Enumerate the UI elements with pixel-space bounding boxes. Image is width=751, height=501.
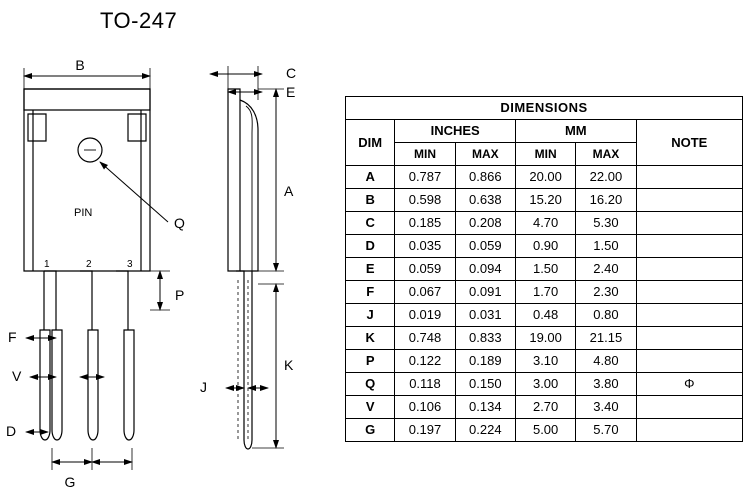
dimension-label-P: P (175, 287, 185, 303)
col-header-inches-min: MIN (395, 143, 455, 166)
cell-mm-min: 1.50 (515, 258, 575, 281)
dimension-label-J: J (200, 379, 207, 395)
cell-note (636, 419, 742, 442)
cell-note (636, 327, 742, 350)
dimension-label-D: D (6, 423, 17, 439)
cell-mm-min: 0.90 (515, 235, 575, 258)
cell-mm-max: 22.00 (576, 166, 636, 189)
cell-note (636, 304, 742, 327)
col-header-mm-max: MAX (576, 143, 636, 166)
col-group-inches: INCHES (395, 120, 516, 143)
table-row (346, 235, 743, 258)
pin-number-1: 1 (44, 259, 50, 270)
dimension-label-E: E (286, 84, 296, 100)
dimension-A (258, 89, 284, 271)
table-row (346, 212, 743, 235)
cell-in-max: 0.866 (455, 166, 515, 189)
cell-in-min: 0.106 (395, 396, 455, 419)
cell-mm-max: 0.80 (576, 304, 636, 327)
cell-dim: C (346, 212, 395, 235)
cell-dim: Q (346, 373, 395, 396)
cell-in-min: 0.118 (395, 373, 455, 396)
cell-in-max: 0.134 (455, 396, 515, 419)
table-row (346, 327, 743, 350)
cell-dim: D (346, 235, 395, 258)
col-header-inches-max: MAX (455, 143, 515, 166)
dimensions-table-container (345, 96, 743, 442)
cell-in-min: 0.185 (395, 212, 455, 235)
cell-in-max: 0.224 (455, 419, 515, 442)
table-row (346, 373, 743, 396)
cell-mm-max: 5.70 (576, 419, 636, 442)
cell-mm-min: 1.70 (515, 281, 575, 304)
cell-dim: E (346, 258, 395, 281)
cell-mm-min: 2.70 (515, 396, 575, 419)
cell-in-min: 0.019 (395, 304, 455, 327)
cell-in-max: 0.189 (455, 350, 515, 373)
cell-dim: J (346, 304, 395, 327)
cell-mm-min: 0.48 (515, 304, 575, 327)
cell-in-min: 0.598 (395, 189, 455, 212)
dimension-label-B: B (75, 57, 85, 73)
cell-note (636, 281, 742, 304)
front-view-leads (40, 271, 134, 440)
cell-note (636, 396, 742, 419)
cell-in-max: 0.091 (455, 281, 515, 304)
table-row (346, 419, 743, 442)
cell-in-max: 0.150 (455, 373, 515, 396)
label-pin: PIN (74, 207, 93, 219)
cell-mm-max: 1.50 (576, 235, 636, 258)
cell-in-min: 0.122 (395, 350, 455, 373)
dimension-C (210, 66, 262, 100)
cell-in-max: 0.094 (455, 258, 515, 281)
cell-mm-max: 21.15 (576, 327, 636, 350)
cell-dim: K (346, 327, 395, 350)
dimension-P (150, 271, 170, 310)
page-title: TO-247 (100, 8, 178, 33)
dimensions-table-body (346, 166, 743, 442)
cell-mm-max: 3.80 (576, 373, 636, 396)
cell-note (636, 235, 742, 258)
side-view-body (228, 89, 258, 449)
table-title: DIMENSIONS (346, 97, 743, 120)
cell-in-max: 0.059 (455, 235, 515, 258)
table-row (346, 189, 743, 212)
cell-in-max: 0.833 (455, 327, 515, 350)
cell-note (636, 258, 742, 281)
cell-in-max: 0.638 (455, 189, 515, 212)
cell-mm-max: 4.80 (576, 350, 636, 373)
cell-mm-min: 3.00 (515, 373, 575, 396)
pin-number-2: 2 (86, 259, 92, 270)
cell-mm-max: 3.40 (576, 396, 636, 419)
table-row (346, 166, 743, 189)
dimension-label-F: F (8, 329, 17, 345)
cell-dim: P (346, 350, 395, 373)
cell-in-min: 0.748 (395, 327, 455, 350)
cell-dim: F (346, 281, 395, 304)
cell-note (636, 189, 742, 212)
table-row (346, 350, 743, 373)
cell-dim: B (346, 189, 395, 212)
cell-mm-min: 5.00 (515, 419, 575, 442)
cell-mm-min: 20.00 (515, 166, 575, 189)
dimension-label-K: K (284, 357, 294, 373)
cell-mm-min: 15.20 (515, 189, 575, 212)
table-row (346, 396, 743, 419)
leader-Q (100, 162, 168, 222)
cell-mm-min: 3.10 (515, 350, 575, 373)
cell-in-max: 0.208 (455, 212, 515, 235)
dimension-G (52, 448, 132, 470)
cell-in-min: 0.197 (395, 419, 455, 442)
cell-in-min: 0.059 (395, 258, 455, 281)
col-header-note: NOTE (636, 120, 742, 166)
dimensions-table (345, 96, 743, 442)
dimension-label-A: A (284, 183, 294, 199)
cell-in-max: 0.031 (455, 304, 515, 327)
cell-note: Φ (636, 373, 742, 396)
cell-mm-max: 16.20 (576, 189, 636, 212)
dimension-K (252, 284, 284, 448)
cell-mm-max: 2.40 (576, 258, 636, 281)
cell-dim: A (346, 166, 395, 189)
table-row (346, 258, 743, 281)
dimension-label-C: C (286, 65, 297, 81)
cell-mm-min: 4.70 (515, 212, 575, 235)
cell-note (636, 166, 742, 189)
cell-note (636, 350, 742, 373)
cell-mm-max: 2.30 (576, 281, 636, 304)
cell-note (636, 212, 742, 235)
col-header-dim: DIM (346, 120, 395, 166)
cell-in-min: 0.787 (395, 166, 455, 189)
dimension-label-V: V (12, 368, 22, 384)
col-header-mm-min: MIN (515, 143, 575, 166)
pin-number-3: 3 (127, 259, 133, 270)
front-view-body (24, 89, 150, 271)
cell-dim: G (346, 419, 395, 442)
cell-in-min: 0.067 (395, 281, 455, 304)
dimension-B (24, 68, 150, 89)
cell-in-min: 0.035 (395, 235, 455, 258)
table-row (346, 304, 743, 327)
col-group-mm: MM (515, 120, 636, 143)
table-row (346, 281, 743, 304)
dimension-label-Q: Q (174, 215, 185, 231)
cell-mm-min: 19.00 (515, 327, 575, 350)
cell-dim: V (346, 396, 395, 419)
cell-mm-max: 5.30 (576, 212, 636, 235)
dimension-label-G: G (64, 474, 76, 490)
